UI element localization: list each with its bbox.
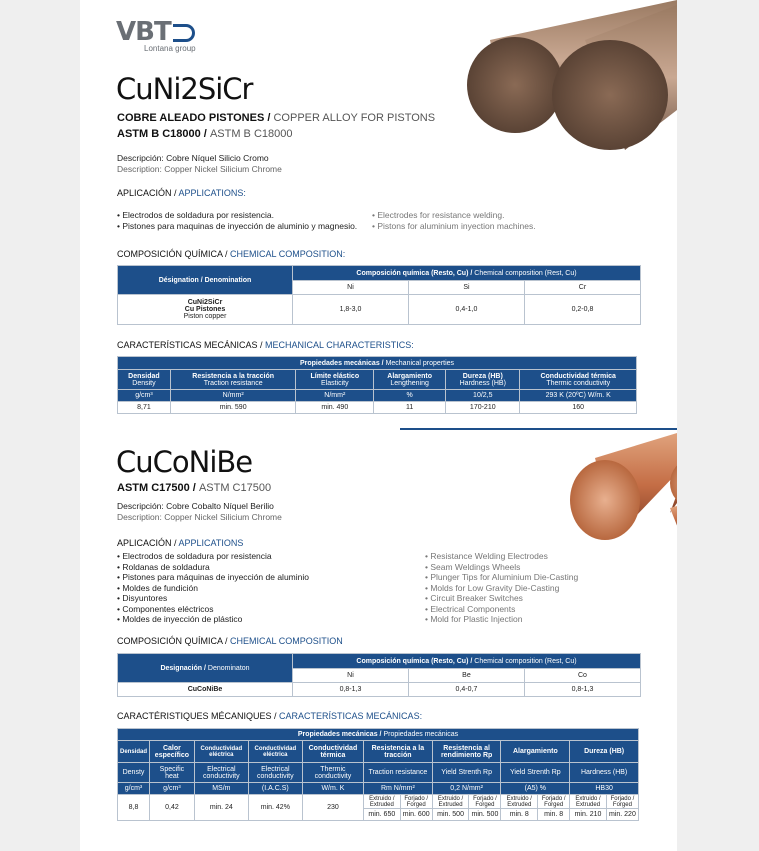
- composition-heading-1: COMPOSICIÓN QUÍMICA / CHEMICAL COMPOSITION:: [117, 249, 346, 259]
- applications-list-en-2: • Resistance Welding Electrodes • Seam Weldings Wheels • Plunger Tips for Aluminium Die-Casting • Molds for Low Gravity Die-Casting • Circuit Breaker Switches • Electrical Components • Mold for Plastic Injection: [425, 551, 579, 624]
- composition-table-1: Désignation / Denomination Composición química (Resto, Cu) / Chemical composition (Rest, Cu) Ni Si Cr CuNi2SiCr Cu Pistones Piston copper 1,8-3,0 0,4-1,0 0,2-0,8: [117, 265, 641, 325]
- astm-code-1: ASTM B C18000 / ASTM B C18000: [117, 128, 293, 140]
- applications-list-en-1: • Electrodes for resistance welding. • Pistons for aluminium inyection machines.: [372, 210, 536, 231]
- mechanical-table-2: Propiedades mecánicas / Propiedades mecánicas Densidad Calor específico Conductividad eléctrica Conductividad eléctrica Conductividad térmica Resistencia a la tracción Resistencia al rendimiento Rp Alargamiento Dureza (HB) Densty Specific heat Electrical conductivity Electrical conductivity Thermic conductivity Traction resistance Yield Strenth Rp Yield Strenth Rp Hardness (HB) g/cm³ g/cm³ MS/m (I.A.C.S) W/m. K Rm N/mm² 0,2 N/mm² (A5) % HB30 8,8 0,42 min. 24 min. 42% 230 Extruido / Extruded Forjado / Forged Extruido / Extruded Forjado / Forged Extruido / Extruded Forjado / Forged Extruido / Extruded Forjado / Forged min. 650 min. 600 min. 500 min. 500 min. 8 min. 8 min. 210 min. 220: [117, 728, 639, 821]
- applications-list-es-2: • Electrodos de soldadura por resistencia • Roldanas de soldadura • Pistones para máquinas de inyección de aluminio • Moldes de fundición • Disyuntores • Componentes eléctricos • Moldes de inyección de plástico: [117, 551, 309, 624]
- vbt-logo: VBT Lontana group: [116, 17, 196, 53]
- description-2: Descripción: Cobre Cobalto Níquel Berilio Description: Copper Nickel Silicium Chrome: [117, 501, 282, 522]
- datasheet-page: [80, 0, 677, 851]
- composition-heading-2: COMPOSICIÓN QUÍMICA / CHEMICAL COMPOSITION: [117, 636, 343, 646]
- mechanical-heading-2: CARACTÉRISTIQUES MÉCANIQUES / CARACTERÍSTICAS MECÁNICAS:: [117, 711, 423, 721]
- mechanical-heading-1: CARACTERÍSTICAS MECÁNICAS / MECHANICAL CHARACTERISTICS:: [117, 340, 414, 350]
- product-title-1: CuNi2SiCr: [116, 72, 253, 106]
- copper-rods-image-2: [400, 428, 677, 563]
- description-1: Descripción: Cobre Níquel Silicio Cromo Description: Copper Nickel Silicium Chrome: [117, 153, 282, 174]
- mechanical-table-1: Propiedades mecánicas / Mechanical properties Densidad Density Resistencia a la tracción Traction resistance Límite elástico Elasticity Alargamiento Lengthening Dureza (HB) Hardness (HB) Conductividad térmica Thermic conductivity g/cm³ N/mm² N/mm² % 10/2,5 293 K (20ºC) W/m. K 8,71 min. 590 min. 490 11 170-210 160: [117, 356, 637, 414]
- composition-table-2: Designación / Denominaton Composición química (Resto, Cu) / Chemical composition (Rest, Cu) Ni Be Co CuCoNiBe 0,8-1,3 0,4-0,7 0,8-1,3: [117, 653, 641, 697]
- astm-code-2: ASTM C17500 / ASTM C17500: [117, 482, 272, 494]
- applications-heading-2: APLICACIÓN / APPLICATIONS: [117, 538, 244, 548]
- product-subtitle-1: COBRE ALEADO PISTONES / COPPER ALLOY FOR PISTONS: [117, 112, 436, 124]
- applications-list-es-1: • Electrodos de soldadura por resistencia. • Pistones para maquinas de inyección de aluminio y magnesio.: [117, 210, 358, 231]
- product-title-2: CuCoNiBe: [116, 445, 253, 479]
- copper-rods-image: [435, 0, 677, 152]
- logo-mark-icon: [173, 24, 195, 42]
- applications-heading-1: APLICACIÓN / APPLICATIONS:: [117, 188, 246, 198]
